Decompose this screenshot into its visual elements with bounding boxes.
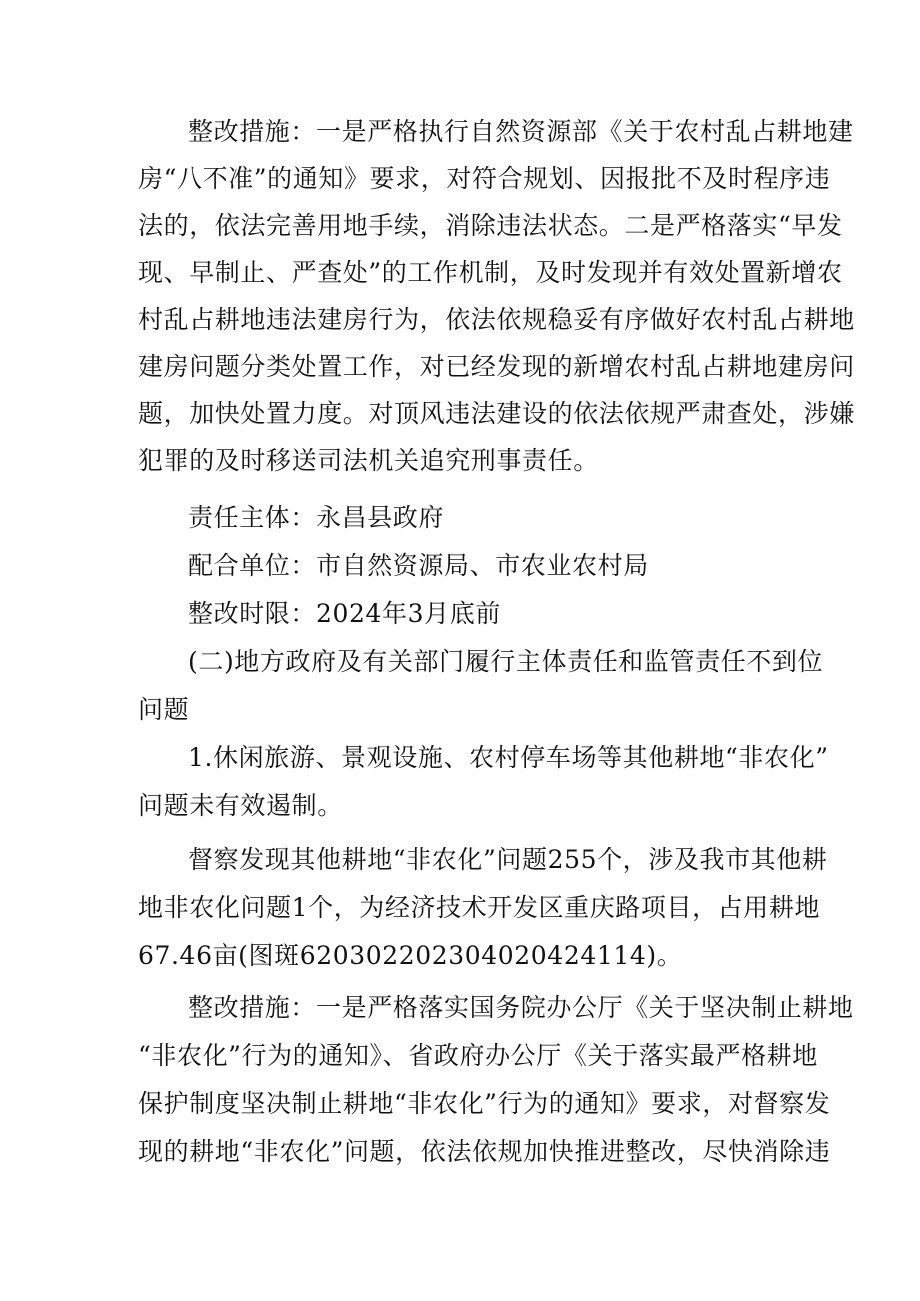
paragraph-measures-1-line-4: 现、早制止、严查处”的工作机制，及时发现并有效处置新增农: [138, 258, 843, 287]
paragraph-measures-1-line-5: 村乱占耕地违法建房行为，依法依规稳妥有序做好农村乱占耕地: [138, 305, 855, 334]
section-heading-line-2: 问题: [138, 695, 190, 724]
paragraph-measures-1-line-2: 房“八不准”的通知》要求，对符合规划、因报批不及时程序违: [138, 164, 831, 193]
responsible-entity: 责任主体：永昌县政府: [188, 503, 445, 532]
finding-line-2: 地非农化问题1个，为经济技术开发区重庆路项目，占用耕地: [138, 893, 821, 922]
paragraph-measures-1-line-8: 犯罪的及时移送司法机关追究刑事责任。: [138, 446, 599, 475]
deadline: 整改时限：2024年3月底前: [188, 599, 501, 628]
paragraph-measures-2-line-1: 整改措施：一是严格落实国务院办公厅《关于坚决制止耕地: [188, 993, 854, 1022]
paragraph-measures-2-line-2: “非农化”行为的通知》、省政府办公厅《关于落实最严格耕地: [138, 1041, 818, 1070]
paragraph-measures-1-line-6: 建房问题分类处置工作，对已经发现的新增农村乱占耕地建房问: [138, 352, 855, 381]
finding-line-1: 督察发现其他耕地“非农化”问题255个，涉及我市其他耕: [188, 845, 828, 874]
paragraph-measures-2-line-3: 保护制度坚决制止耕地“非农化”行为的通知》要求，对督察发: [138, 1089, 831, 1118]
issue-1-line-1: 1.休闲旅游、景观设施、农村停车场等其他耕地“非农化”: [188, 743, 829, 772]
issue-1-line-2: 问题未有效遏制。: [138, 791, 343, 820]
finding-line-3: 67.46亩(图斑620302202304020424114)。: [138, 941, 683, 970]
paragraph-measures-1-line-1: 整改措施：一是严格执行自然资源部《关于农村乱占耕地建: [188, 117, 854, 146]
section-heading-line-1: (二)地方政府及有关部门履行主体责任和监管责任不到位: [188, 647, 824, 676]
paragraph-measures-1-line-3: 法的，依法完善用地手续，消除违法状态。二是严格落实“早发: [138, 211, 843, 240]
paragraph-measures-2-line-4: 现的耕地“非农化”问题，依法依规加快推进整改，尽快消除违: [138, 1137, 831, 1166]
paragraph-measures-1-line-7: 题，加快处置力度。对顶风违法建设的依法依规严肃查处，涉嫌: [138, 399, 855, 428]
cooperating-units: 配合单位：市自然资源局、市农业农村局: [188, 551, 649, 580]
